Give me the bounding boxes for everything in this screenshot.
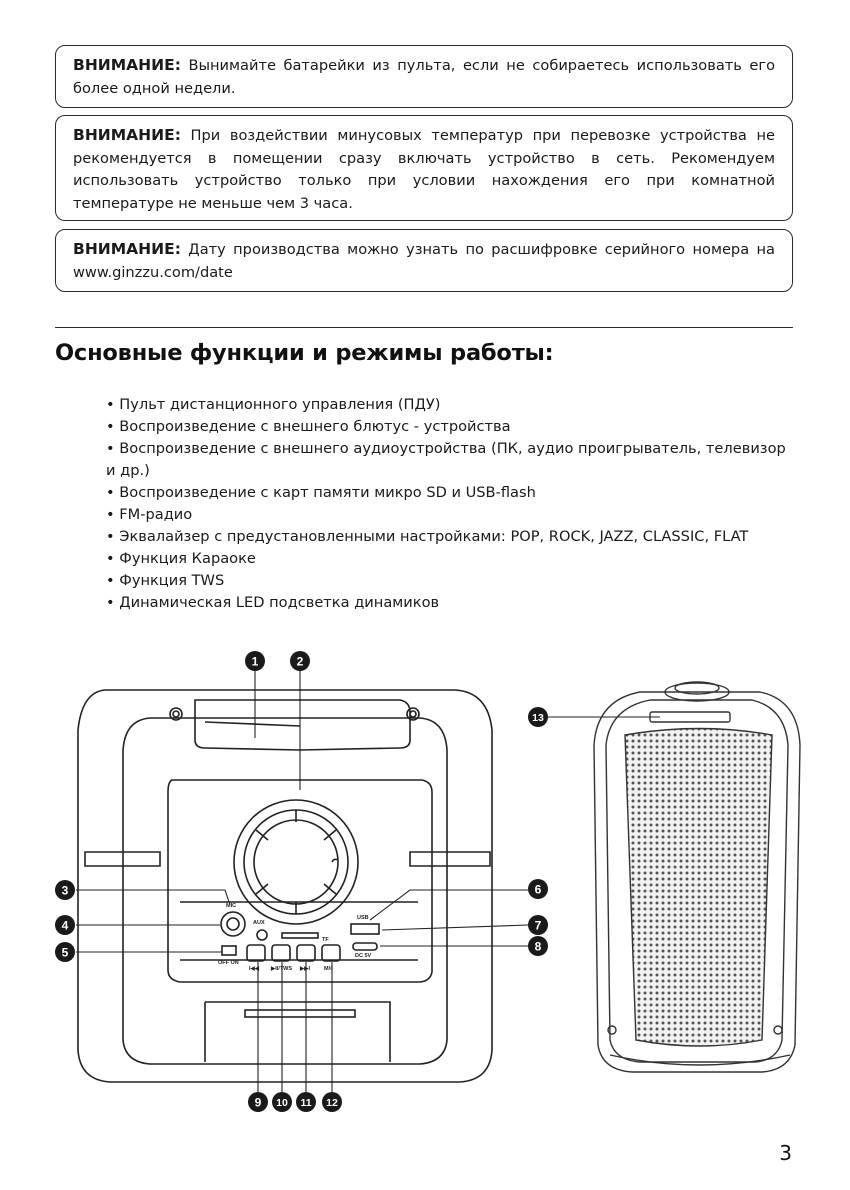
notice-temperature	[55, 115, 793, 221]
feature-item: • Функция TWS	[106, 570, 796, 592]
label-mode: M/◊	[324, 966, 333, 972]
callout-11-number: 11	[300, 1097, 312, 1109]
callout-11	[296, 1092, 316, 1112]
speaker-side-view	[594, 682, 800, 1072]
callout-7-number: 7	[534, 918, 542, 933]
feature-item: • FM-радио	[106, 504, 796, 526]
label-aux: AUX	[253, 920, 265, 926]
callout-13	[528, 707, 548, 727]
section-divider	[55, 327, 793, 328]
callout-9-number: 9	[254, 1095, 262, 1110]
feature-item: • Эквалайзер с предустановленными настройками: POP, ROCK, JAZZ, CLASSIC, FLAT	[106, 526, 796, 548]
feature-item: • Воспроизведение с внешнего аудиоустройства (ПК, аудио проигрыватель, телевизор и др.)	[106, 438, 796, 482]
callout-3-number: 3	[61, 883, 69, 898]
notice-production-date	[55, 229, 793, 292]
callout-7	[528, 915, 548, 935]
label-off-on: OFF ON	[218, 960, 239, 966]
callout-6-number: 6	[534, 882, 542, 897]
feature-item: • Функция Караоке	[106, 548, 796, 570]
callout-4	[55, 915, 75, 935]
label-prev: I◀◀	[249, 966, 259, 972]
label-mic: MIC	[226, 903, 237, 909]
notice-text: При воздействии минусовых температур при перевозке устройства не рекомендуется в помещении сразу включать устройство в сеть. Рекомендуем использовать устройство только при условии нахождения его при комнатной температуре не меньше чем 3 часа.	[73, 127, 775, 212]
label-usb: USB	[357, 915, 369, 921]
callout-8	[528, 936, 548, 956]
callout-5	[55, 942, 75, 962]
callout-1-number: 1	[251, 654, 259, 669]
notice-label: ВНИМАНИЕ:	[73, 240, 181, 258]
notice-text: Дату производства можно узнать по расшифровке серийного номера на www.ginzzu.com/date	[73, 241, 775, 281]
notice-label: ВНИМАНИЕ:	[73, 56, 181, 74]
label-next: ▶▶I	[300, 966, 310, 972]
callout-2	[290, 651, 310, 671]
feature-item: • Динамическая LED подсветка динамиков	[106, 592, 796, 614]
notice-label: ВНИМАНИЕ:	[73, 126, 181, 144]
label-tf: TF	[322, 937, 329, 943]
callout-3	[55, 880, 75, 900]
callout-12-number: 12	[326, 1097, 338, 1109]
callout-6	[528, 879, 548, 899]
callout-9	[248, 1092, 268, 1112]
notice-text: Вынимайте батарейки из пульта, если не собираетесь использовать его более одной недели.	[73, 57, 775, 97]
feature-list	[106, 394, 796, 614]
callout-5-number: 5	[61, 945, 69, 960]
speaker-front-view	[78, 690, 492, 1082]
callout-13-number: 13	[532, 712, 544, 724]
label-play-tws: ▶II/TWS	[271, 966, 293, 972]
section-title: Основные функции и режимы работы:	[55, 340, 554, 366]
page-number: 3	[779, 1141, 792, 1165]
speaker-diagram	[0, 640, 850, 1120]
callout-1	[245, 651, 265, 671]
callout-10	[272, 1092, 292, 1112]
notice-battery	[55, 45, 793, 108]
callout-4-number: 4	[61, 918, 69, 933]
feature-item: • Воспроизведение с карт памяти микро SD и USB-flash	[106, 482, 796, 504]
feature-item: • Воспроизведение с внешнего блютус - устройства	[106, 416, 796, 438]
callout-10-number: 10	[276, 1097, 288, 1109]
callout-8-number: 8	[534, 939, 542, 954]
label-dc: DC 5V	[355, 953, 372, 959]
callout-12	[322, 1092, 342, 1112]
callout-2-number: 2	[296, 654, 304, 669]
speaker-diagram-svg	[0, 640, 850, 1120]
feature-item: • Пульт дистанционного управления (ПДУ)	[106, 394, 796, 416]
